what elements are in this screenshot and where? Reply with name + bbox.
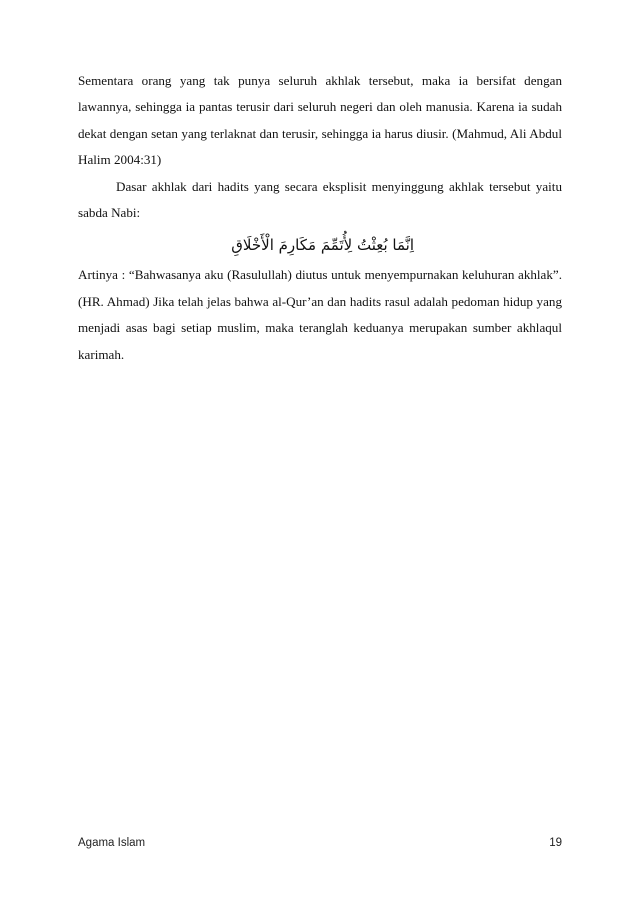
paragraph-translation: Artinya : “Bahwasanya aku (Rasulullah) diutus untuk menyempurnakan keluhuran akhlak”. (HR. Ahmad) Jika telah jelas bahwa al-Qur’an dan hadits rasul adalah pedoman hidup yang menjadi asas bagi setiap muslim, maka teranglah keduanya merupakan sumber akhlaqul karimah. (78, 267, 562, 362)
arabic-hadith-text: اِنَّمَا بُعِثْتُ لِأُتَمِّمَ مَكَارِمَ الْأَخْلَاقِ (231, 236, 414, 255)
page-number: 19 (549, 837, 562, 849)
paragraph-opposite-akhlak: Sementara orang yang tak punya seluruh akhlak tersebut, maka ia bersifat dengan lawannya, sehingga ia pantas terusir dari seluruh negeri dan oleh manusia. Karena ia sudah dekat dengan setan yang terlaknat dan terusir, sehingga ia harus diusir. (Mahmud, Ali Abdul Halim 2004:31) (78, 73, 562, 168)
page-footer (78, 837, 562, 855)
page-body (78, 68, 562, 368)
footer-title: Agama Islam (78, 837, 146, 849)
paragraph-hadith-basis: Dasar akhlak dari hadits yang secara eksplisit menyinggung akhlak tersebut yaitu sabda Nabi: (78, 178, 562, 221)
